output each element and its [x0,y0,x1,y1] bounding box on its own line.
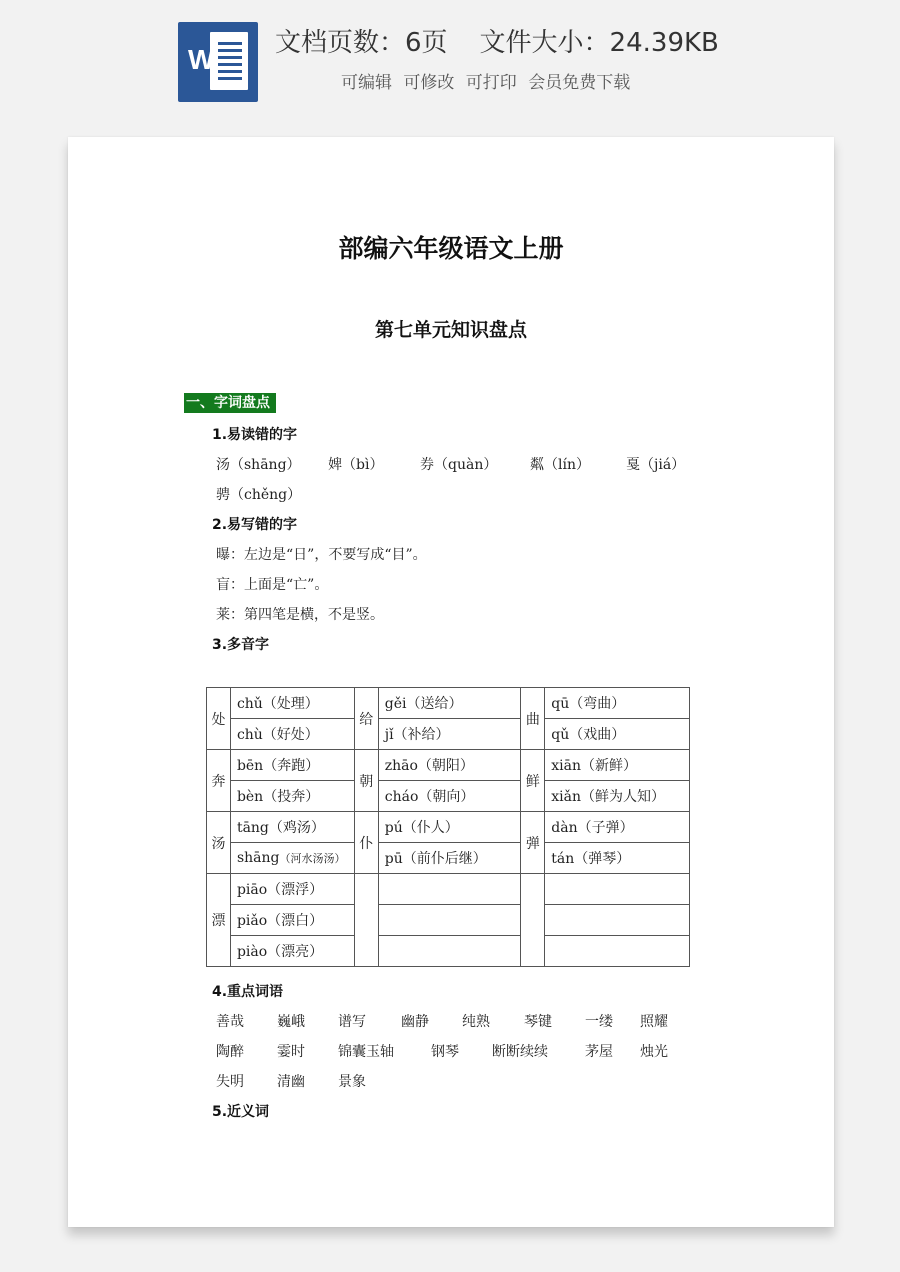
heading-key-words: 4.重点词语 [212,984,284,1000]
section-heading-words: 一、字词盘点 [184,393,276,413]
table-empty-char [521,874,545,967]
table-cell: bēn（奔跑） [230,750,354,781]
table-cell: zhāo（朝阳） [378,750,521,781]
table-char: 曲 [521,688,545,750]
word-item: 巍峨 [277,1014,305,1030]
table-row [207,812,690,843]
table-row [207,688,690,719]
table-empty-cell [378,905,521,936]
heading-miswritten-chars: 2.易写错的字 [212,517,298,533]
feature-list: 可编辑 可修改 可打印 会员免费下载 [341,73,631,93]
table-cell: chǔ（处理） [230,688,354,719]
table-row [207,719,690,750]
pinyin-item: 汤（shāng） [216,457,301,473]
table-empty-cell [545,874,690,905]
word-item: 景象 [338,1074,366,1090]
table-cell: tán（弹琴） [545,843,690,874]
table-char: 给 [354,688,378,750]
table-cell: xiān（新鲜） [545,750,690,781]
document-title: 部编六年级语文上册 [338,234,564,263]
document-subtitle: 第七单元知识盘点 [374,319,527,341]
pinyin-item: 粼（lín） [530,457,590,473]
table-cell: piāo（漂浮） [230,874,354,905]
table-cell: cháo（朝向） [378,781,521,812]
word-item: 霎时 [277,1044,305,1060]
word-item: 烛光 [640,1044,668,1060]
miswrite-note-2: 盲：上面是“亡”。 [216,577,329,593]
word-item: 善哉 [216,1014,244,1030]
word-item: 清幽 [277,1074,305,1090]
doc-meta [275,22,719,59]
table-row [207,936,690,967]
word-item: 照耀 [640,1014,668,1030]
miswrite-note-3: 莱：第四笔是横，不是竖。 [216,607,384,623]
word-item: 纯熟 [462,1014,490,1030]
table-cell [230,843,354,874]
pinyin-item: 券（quàn） [420,457,498,473]
document-page [68,137,834,1227]
page-count-label: 文档页数：6页 [275,28,448,58]
table-empty-cell [545,936,690,967]
word-item: 一缕 [585,1014,613,1030]
word-item: 断断续续 [492,1044,548,1060]
table-cell: piào（漂亮） [230,936,354,967]
table-cell: pū（前仆后继） [378,843,521,874]
pinyin-example-small: （河水汤汤） [279,852,346,865]
heading-synonyms: 5.近义词 [212,1104,270,1120]
polyphonic-table [206,687,690,967]
table-cell: chù（好处） [230,719,354,750]
table-empty-cell [378,936,521,967]
word-item: 谱写 [338,1014,366,1030]
word-item: 失明 [216,1074,244,1090]
word-document-icon [178,22,258,102]
pinyin-item: 戛（jiá） [626,457,686,473]
word-icon-letter: W [188,44,214,75]
table-empty-cell [378,874,521,905]
table-cell: gěi（送给） [378,688,521,719]
table-empty-char [354,874,378,967]
word-icon-page [210,32,248,90]
table-row [207,874,690,905]
table-char: 仆 [354,812,378,874]
table-row [207,843,690,874]
pinyin-main: shāng [236,850,280,866]
download-banner [0,0,900,125]
table-cell: dàn（子弹） [545,812,690,843]
heading-misread-chars: 1.易读错的字 [212,427,298,443]
table-cell: qū（弯曲） [545,688,690,719]
pinyin-item: 骋（chěng） [216,487,302,503]
table-char: 处 [207,688,231,750]
table-row [207,781,690,812]
table-cell: qǔ（戏曲） [545,719,690,750]
file-size-label: 文件大小：24.39KB [479,28,719,58]
table-cell: xiǎn（鲜为人知） [545,781,690,812]
table-cell: piǎo（漂白） [230,905,354,936]
table-char: 弹 [521,812,545,874]
table-row [207,750,690,781]
word-item: 陶醉 [216,1044,244,1060]
table-char: 奔 [207,750,231,812]
word-item: 钢琴 [431,1044,459,1060]
miswrite-note-1: 曝：左边是“日”，不要写成“目”。 [216,547,427,563]
word-item: 幽静 [401,1014,429,1030]
pinyin-item: 婢（bì） [328,457,384,473]
table-char: 漂 [207,874,231,967]
table-cell: pú（仆人） [378,812,521,843]
word-item: 锦囊玉轴 [338,1044,394,1060]
table-empty-cell [545,905,690,936]
table-cell: jǐ（补给） [378,719,521,750]
table-char: 朝 [354,750,378,812]
table-cell: bèn（投奔） [230,781,354,812]
table-char: 鲜 [521,750,545,812]
table-row [207,905,690,936]
table-char: 汤 [207,812,231,874]
table-cell: tāng（鸡汤） [230,812,354,843]
word-item: 琴键 [524,1014,552,1030]
heading-polyphonic: 3.多音字 [212,637,270,653]
word-item: 茅屋 [585,1044,613,1060]
